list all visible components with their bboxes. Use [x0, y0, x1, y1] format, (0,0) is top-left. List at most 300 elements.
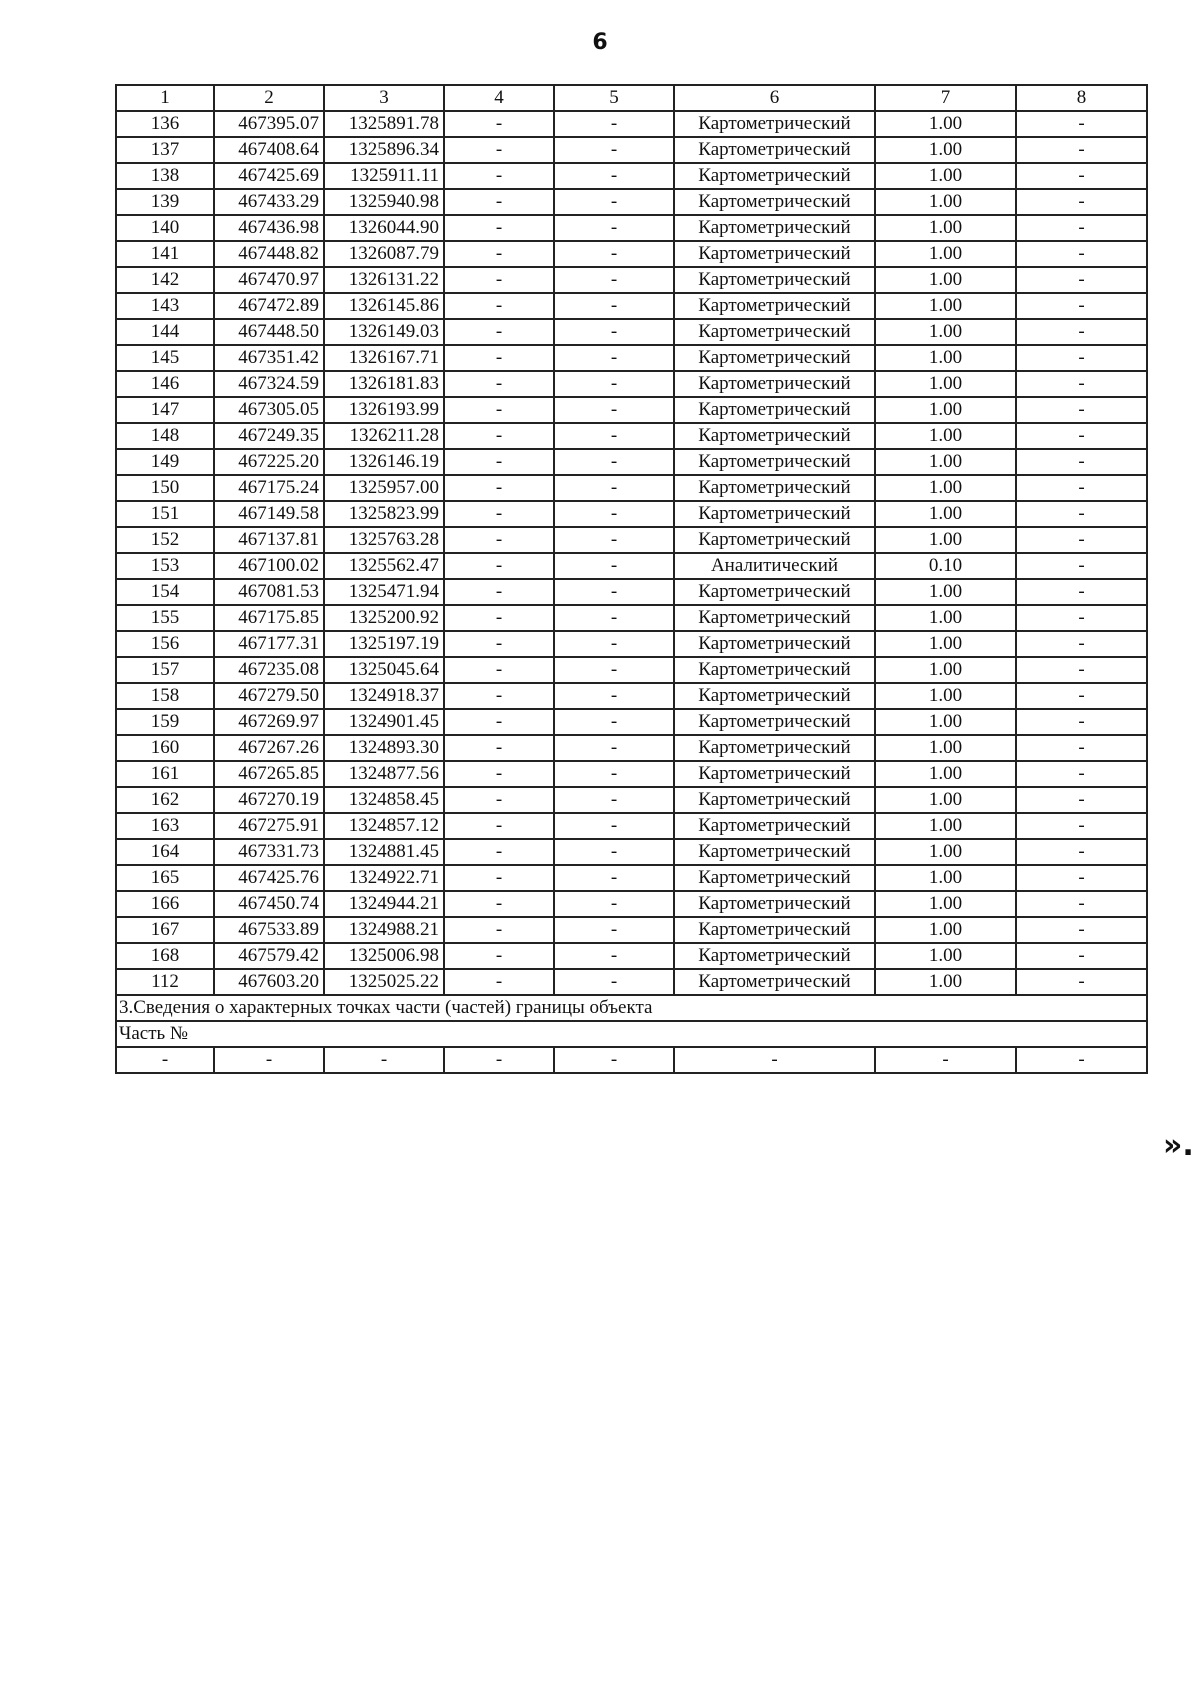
table-cell: 1.00 — [875, 787, 1016, 813]
table-cell: 1326211.28 — [324, 423, 444, 449]
table-cell: - — [444, 397, 554, 423]
table-cell: 467177.31 — [214, 631, 324, 657]
table-cell: 467408.64 — [214, 137, 324, 163]
table-cell: 165 — [116, 865, 214, 891]
table-cell: Картометрический — [674, 735, 875, 761]
table-cell: Картометрический — [674, 839, 875, 865]
table-cell: - — [554, 787, 674, 813]
table-cell: 467275.91 — [214, 813, 324, 839]
table-cell: - — [554, 969, 674, 995]
table-cell: 467137.81 — [214, 527, 324, 553]
table-cell: - — [1016, 683, 1147, 709]
table-cell: - — [554, 917, 674, 943]
table-cell: Картометрический — [674, 137, 875, 163]
table-cell: Картометрический — [674, 189, 875, 215]
table-cell: Картометрический — [674, 371, 875, 397]
table-cell: 164 — [116, 839, 214, 865]
table-cell: 467436.98 — [214, 215, 324, 241]
table-cell: Картометрический — [674, 293, 875, 319]
table-cell: - — [554, 137, 674, 163]
table-cell: 1.00 — [875, 397, 1016, 423]
table-cell: - — [1016, 579, 1147, 605]
table-row — [116, 111, 1147, 137]
table-row — [116, 813, 1147, 839]
table-cell: - — [444, 267, 554, 293]
table-cell: 1.00 — [875, 241, 1016, 267]
table-cell: - — [1016, 761, 1147, 787]
table-cell: Картометрический — [674, 527, 875, 553]
table-cell: 1324877.56 — [324, 761, 444, 787]
table-cell: - — [554, 475, 674, 501]
table-cell: 1.00 — [875, 527, 1016, 553]
table-cell: 1.00 — [875, 579, 1016, 605]
table-cell: 1325896.34 — [324, 137, 444, 163]
table-cell: - — [1016, 241, 1147, 267]
table-cell: 467324.59 — [214, 371, 324, 397]
table-row — [116, 969, 1147, 995]
table-cell: - — [444, 241, 554, 267]
table-cell: 1326146.19 — [324, 449, 444, 475]
table-row — [116, 917, 1147, 943]
table-cell: - — [444, 605, 554, 631]
table-cell: - — [554, 319, 674, 345]
table-row — [116, 839, 1147, 865]
table-cell: 1324893.30 — [324, 735, 444, 761]
table-cell: Картометрический — [674, 969, 875, 995]
table-row — [116, 605, 1147, 631]
table-cell: 1.00 — [875, 683, 1016, 709]
table-row — [116, 423, 1147, 449]
table-cell: 1.00 — [875, 475, 1016, 501]
table-cell: 467269.97 — [214, 709, 324, 735]
table-cell: 467603.20 — [214, 969, 324, 995]
table-cell: - — [444, 553, 554, 579]
table-cell: - — [554, 683, 674, 709]
section-title: 3.Сведения о характерных точках части (частей) границы объекта — [116, 995, 1147, 1021]
table-cell: 139 — [116, 189, 214, 215]
table-row — [116, 709, 1147, 735]
table-cell: - — [554, 189, 674, 215]
table-cell: 1.00 — [875, 189, 1016, 215]
table-cell: - — [1016, 267, 1147, 293]
table-cell: - — [324, 1047, 444, 1073]
table-cell: - — [444, 917, 554, 943]
table-row — [116, 215, 1147, 241]
table-cell: - — [1016, 865, 1147, 891]
table-cell: - — [554, 293, 674, 319]
table-row — [116, 319, 1147, 345]
table-cell: 1.00 — [875, 631, 1016, 657]
table-cell: - — [444, 137, 554, 163]
table-cell: 467448.50 — [214, 319, 324, 345]
table-cell: 467235.08 — [214, 657, 324, 683]
table-cell: - — [444, 631, 554, 657]
table-cell: 1.00 — [875, 735, 1016, 761]
table-row — [116, 371, 1147, 397]
table-cell: - — [1016, 163, 1147, 189]
table-cell: - — [444, 865, 554, 891]
section-title-row — [116, 995, 1147, 1021]
table-cell: 467579.42 — [214, 943, 324, 969]
table-cell: - — [1016, 709, 1147, 735]
table-cell: 1.00 — [875, 345, 1016, 371]
table-cell: - — [1016, 605, 1147, 631]
table-cell: - — [554, 527, 674, 553]
table-cell: Картометрический — [674, 579, 875, 605]
table-cell: 467472.89 — [214, 293, 324, 319]
table-cell: - — [1016, 371, 1147, 397]
empty-part-row — [116, 1047, 1147, 1073]
table-cell: 1326145.86 — [324, 293, 444, 319]
table-cell: 155 — [116, 605, 214, 631]
table-cell: 1325025.22 — [324, 969, 444, 995]
table-cell: - — [444, 969, 554, 995]
table-cell: 467081.53 — [214, 579, 324, 605]
table-cell: - — [1016, 917, 1147, 943]
table-row — [116, 241, 1147, 267]
table-row — [116, 657, 1147, 683]
table-cell: 146 — [116, 371, 214, 397]
table-cell: Картометрический — [674, 475, 875, 501]
table-cell: 1.00 — [875, 657, 1016, 683]
table-cell: 145 — [116, 345, 214, 371]
table-cell: 136 — [116, 111, 214, 137]
table-cell: Картометрический — [674, 215, 875, 241]
table-cell: - — [444, 813, 554, 839]
table-cell: 153 — [116, 553, 214, 579]
table-cell: - — [554, 1047, 674, 1073]
table-cell: - — [1016, 423, 1147, 449]
table-cell: Картометрический — [674, 943, 875, 969]
table-cell: Картометрический — [674, 683, 875, 709]
table-cell: Картометрический — [674, 111, 875, 137]
table-cell: 1.00 — [875, 917, 1016, 943]
table-cell: - — [554, 943, 674, 969]
table-cell: 467225.20 — [214, 449, 324, 475]
table-cell: - — [444, 189, 554, 215]
table-cell: - — [444, 501, 554, 527]
table-cell: 144 — [116, 319, 214, 345]
table-cell: - — [444, 423, 554, 449]
table-cell: Аналитический — [674, 553, 875, 579]
table-cell: 1326131.22 — [324, 267, 444, 293]
table-cell: - — [444, 709, 554, 735]
table-cell: - — [1016, 501, 1147, 527]
table-cell: 143 — [116, 293, 214, 319]
table-row — [116, 293, 1147, 319]
table-cell: Картометрический — [674, 631, 875, 657]
table-cell: 467533.89 — [214, 917, 324, 943]
table-cell: - — [1016, 969, 1147, 995]
table-cell: 156 — [116, 631, 214, 657]
table-cell: - — [444, 1047, 554, 1073]
table-cell: 1.00 — [875, 813, 1016, 839]
column-header: 5 — [554, 85, 674, 111]
table-cell: - — [554, 579, 674, 605]
table-cell: - — [554, 241, 674, 267]
table-row — [116, 137, 1147, 163]
table-cell: 1.00 — [875, 293, 1016, 319]
table-cell: 1.00 — [875, 839, 1016, 865]
table-cell: 1.00 — [875, 891, 1016, 917]
table-row — [116, 683, 1147, 709]
table-cell: - — [554, 423, 674, 449]
table-cell: 157 — [116, 657, 214, 683]
table-cell: - — [1016, 215, 1147, 241]
table-cell: 1326044.90 — [324, 215, 444, 241]
column-header: 8 — [1016, 85, 1147, 111]
table-cell: - — [444, 163, 554, 189]
table-cell: 1326149.03 — [324, 319, 444, 345]
table-cell: - — [875, 1047, 1016, 1073]
table-cell: Картометрический — [674, 761, 875, 787]
table-cell: 467448.82 — [214, 241, 324, 267]
table-cell: 112 — [116, 969, 214, 995]
table-cell: 1324944.21 — [324, 891, 444, 917]
table-cell: - — [444, 891, 554, 917]
table-cell: - — [554, 735, 674, 761]
table-cell: - — [554, 839, 674, 865]
table-cell: - — [554, 449, 674, 475]
table-cell: Картометрический — [674, 865, 875, 891]
part-label-row — [116, 1021, 1147, 1047]
table-cell: - — [554, 163, 674, 189]
table-cell: 1325006.98 — [324, 943, 444, 969]
table-cell: 1.00 — [875, 943, 1016, 969]
table-cell: 1326181.83 — [324, 371, 444, 397]
table-cell: 467351.42 — [214, 345, 324, 371]
table-row — [116, 163, 1147, 189]
table-row — [116, 267, 1147, 293]
table-cell: 1324858.45 — [324, 787, 444, 813]
table-cell: - — [444, 345, 554, 371]
table-cell: 138 — [116, 163, 214, 189]
table-cell: - — [444, 579, 554, 605]
table-cell: - — [444, 371, 554, 397]
table-cell: - — [444, 761, 554, 787]
table-cell: 142 — [116, 267, 214, 293]
table-cell: 162 — [116, 787, 214, 813]
table-cell: 1325197.19 — [324, 631, 444, 657]
table-cell: 1325940.98 — [324, 189, 444, 215]
table-cell: 1324901.45 — [324, 709, 444, 735]
table-row — [116, 527, 1147, 553]
table-cell: - — [444, 787, 554, 813]
table-cell: Картометрический — [674, 267, 875, 293]
table-cell: 1325562.47 — [324, 553, 444, 579]
table-cell: 0.10 — [875, 553, 1016, 579]
table-cell: - — [554, 891, 674, 917]
table-header-row — [116, 85, 1147, 111]
table-cell: 1.00 — [875, 215, 1016, 241]
boundary-points-table — [115, 84, 1148, 1074]
table-cell: 1.00 — [875, 319, 1016, 345]
table-row — [116, 787, 1147, 813]
table-cell: 1325911.11 — [324, 163, 444, 189]
table-cell: 160 — [116, 735, 214, 761]
table-cell: - — [554, 215, 674, 241]
table-cell: - — [444, 475, 554, 501]
table-cell: - — [554, 345, 674, 371]
table-cell: 141 — [116, 241, 214, 267]
table-row — [116, 631, 1147, 657]
table-cell: 1326167.71 — [324, 345, 444, 371]
table-cell: - — [444, 449, 554, 475]
table-cell: - — [444, 943, 554, 969]
column-header: 4 — [444, 85, 554, 111]
table-cell: - — [1016, 397, 1147, 423]
table-cell: - — [554, 553, 674, 579]
table-cell: 148 — [116, 423, 214, 449]
table-cell: 1.00 — [875, 761, 1016, 787]
table-cell: Картометрический — [674, 501, 875, 527]
table-cell: - — [554, 111, 674, 137]
table-cell: 467249.35 — [214, 423, 324, 449]
table-cell: - — [1016, 657, 1147, 683]
column-header: 1 — [116, 85, 214, 111]
table-row — [116, 891, 1147, 917]
table-row — [116, 579, 1147, 605]
table-cell: - — [554, 631, 674, 657]
table-cell: 152 — [116, 527, 214, 553]
table-cell: - — [554, 761, 674, 787]
table-cell: - — [1016, 1047, 1147, 1073]
table-cell: - — [444, 657, 554, 683]
table-cell: - — [444, 683, 554, 709]
table-cell: 1.00 — [875, 111, 1016, 137]
column-header: 2 — [214, 85, 324, 111]
table-cell: - — [554, 813, 674, 839]
table-row — [116, 189, 1147, 215]
table-cell: 1326087.79 — [324, 241, 444, 267]
table-row — [116, 449, 1147, 475]
table-cell: 467149.58 — [214, 501, 324, 527]
table-cell: 467270.19 — [214, 787, 324, 813]
table-row — [116, 761, 1147, 787]
table-cell: - — [1016, 475, 1147, 501]
table-cell: Картометрический — [674, 241, 875, 267]
table-cell: - — [444, 215, 554, 241]
table-cell: - — [1016, 137, 1147, 163]
table-cell: 467395.07 — [214, 111, 324, 137]
table-cell: 1324881.45 — [324, 839, 444, 865]
table-cell: 1.00 — [875, 267, 1016, 293]
table-cell: - — [554, 709, 674, 735]
table-cell: - — [674, 1047, 875, 1073]
table-cell: Картометрический — [674, 345, 875, 371]
table-cell: - — [554, 865, 674, 891]
table-cell: 167 — [116, 917, 214, 943]
closing-quote: ». — [1163, 1128, 1194, 1163]
table-cell: - — [444, 111, 554, 137]
table-body — [116, 111, 1147, 995]
table-cell: 467450.74 — [214, 891, 324, 917]
table-cell: 1324918.37 — [324, 683, 444, 709]
table-cell: Картометрический — [674, 605, 875, 631]
table-cell: - — [1016, 631, 1147, 657]
table-cell: 150 — [116, 475, 214, 501]
table-cell: - — [1016, 891, 1147, 917]
table-cell: Картометрический — [674, 787, 875, 813]
table-cell: 1325957.00 — [324, 475, 444, 501]
table-cell: Картометрический — [674, 423, 875, 449]
table-cell: 1324922.71 — [324, 865, 444, 891]
column-header: 6 — [674, 85, 875, 111]
table-cell: - — [116, 1047, 214, 1073]
table-cell: 467331.73 — [214, 839, 324, 865]
table-cell: - — [554, 501, 674, 527]
table-cell: 467265.85 — [214, 761, 324, 787]
table-cell: 1.00 — [875, 605, 1016, 631]
table-row — [116, 735, 1147, 761]
table-cell: 1325891.78 — [324, 111, 444, 137]
table-cell: 467433.29 — [214, 189, 324, 215]
table-cell: 1.00 — [875, 163, 1016, 189]
table-cell: Картометрический — [674, 449, 875, 475]
table-cell: 1.00 — [875, 969, 1016, 995]
table-cell: - — [554, 657, 674, 683]
table-cell: 154 — [116, 579, 214, 605]
table-cell: - — [444, 527, 554, 553]
table-cell: 467267.26 — [214, 735, 324, 761]
table-cell: 1.00 — [875, 371, 1016, 397]
table-cell: - — [1016, 449, 1147, 475]
table-cell: 159 — [116, 709, 214, 735]
table-cell: - — [1016, 813, 1147, 839]
table-cell: - — [1016, 553, 1147, 579]
table-cell: Картометрический — [674, 813, 875, 839]
table-cell: 1325471.94 — [324, 579, 444, 605]
table-cell: - — [1016, 111, 1147, 137]
table-cell: 1326193.99 — [324, 397, 444, 423]
table-row — [116, 943, 1147, 969]
table-cell: - — [554, 605, 674, 631]
table-cell: 1.00 — [875, 423, 1016, 449]
table-row — [116, 553, 1147, 579]
table-cell: - — [214, 1047, 324, 1073]
table-cell: Картометрический — [674, 709, 875, 735]
table-cell: 140 — [116, 215, 214, 241]
table-cell: - — [1016, 527, 1147, 553]
table-row — [116, 501, 1147, 527]
table-cell: 1325045.64 — [324, 657, 444, 683]
table-row — [116, 345, 1147, 371]
column-header: 7 — [875, 85, 1016, 111]
table-cell: 147 — [116, 397, 214, 423]
column-header: 3 — [324, 85, 444, 111]
table-cell: 467470.97 — [214, 267, 324, 293]
table-cell: 467279.50 — [214, 683, 324, 709]
table-cell: - — [554, 397, 674, 423]
table-cell: - — [1016, 293, 1147, 319]
table-cell: 467305.05 — [214, 397, 324, 423]
table-cell: - — [1016, 839, 1147, 865]
table-cell: 1324857.12 — [324, 813, 444, 839]
table-cell: 467425.69 — [214, 163, 324, 189]
table-cell: - — [554, 371, 674, 397]
table-cell: 166 — [116, 891, 214, 917]
table-cell: - — [554, 267, 674, 293]
table-row — [116, 397, 1147, 423]
table-cell: 151 — [116, 501, 214, 527]
table-cell: 467425.76 — [214, 865, 324, 891]
table-cell: Картометрический — [674, 917, 875, 943]
table-row — [116, 865, 1147, 891]
table-cell: 467100.02 — [214, 553, 324, 579]
table-cell: - — [1016, 345, 1147, 371]
table-cell: Картометрический — [674, 891, 875, 917]
table-cell: 137 — [116, 137, 214, 163]
